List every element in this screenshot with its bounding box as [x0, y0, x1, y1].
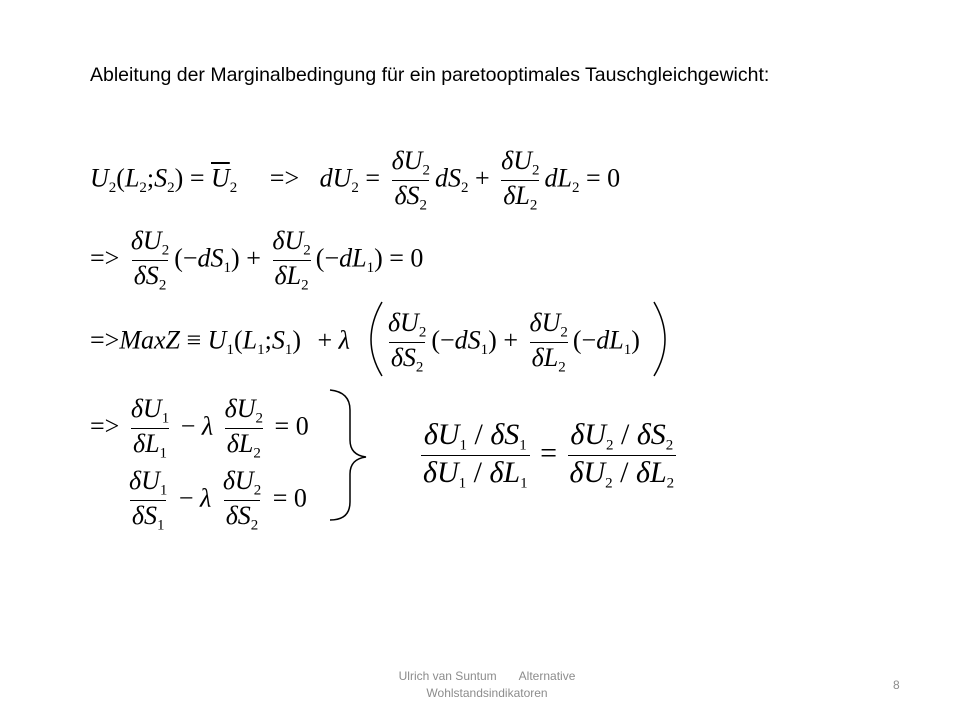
large-right-paren [654, 302, 665, 376]
footer-author: Ulrich van Suntum [398, 669, 497, 683]
large-left-paren [371, 302, 382, 376]
equation-2: => $\frac{\delta U_2}{\delta S_2}$ $(-dS_1)$ + $\frac{\delta U_2}{\delta L_2}$ $(-dL_1) = 0$ [90, 226, 424, 294]
equation-5: $\frac{\delta U_1}{\delta S_1}$ − λ $\frac{\delta U_2}{\delta S_2}$ = 0 [129, 466, 307, 534]
footer-text [372, 668, 602, 702]
right-curly-brace [330, 390, 366, 520]
equation-4: => $\frac{\delta U_1}{\delta L_1}$ − λ $\frac{\delta U_2}{\delta L_2}$ = 0 [90, 394, 309, 462]
footer-title-1: Alternative [518, 669, 576, 683]
equation-1: $U_2(L_2;S_2) = \overline{U}_2 => dU_2$ = $\frac{\delta U_2}{\delta S_2}$ $dS_2$ + $\frac{\delta U_2}{\delta L_2}$ $dL_2 = 0$ [90, 146, 621, 214]
footer-title-2: Wohlstandsindikatoren [426, 686, 548, 700]
result-equation: $\frac{\delta U_1 / \delta S_1}{\delta U_1 / \delta L_1}$ = $\frac{\delta U_2 / \delta S_2}{\delta U_2 / \delta L_2}$ [423, 418, 675, 492]
equation-3: =>MaxZ ≡ $U_1(L_1;S_1) + \lambda$ $\frac{\delta U_2}{\delta S_2}$ $(-dS_1)$ + $\frac{\delta U_2}{\delta L_2}$ $(-dL_1)$ [90, 308, 640, 376]
slide-heading: Ableitung der Marginalbedingung für ein paretooptimales Tauschgleichgewicht: [90, 64, 770, 86]
page-number: 8 [893, 678, 900, 692]
